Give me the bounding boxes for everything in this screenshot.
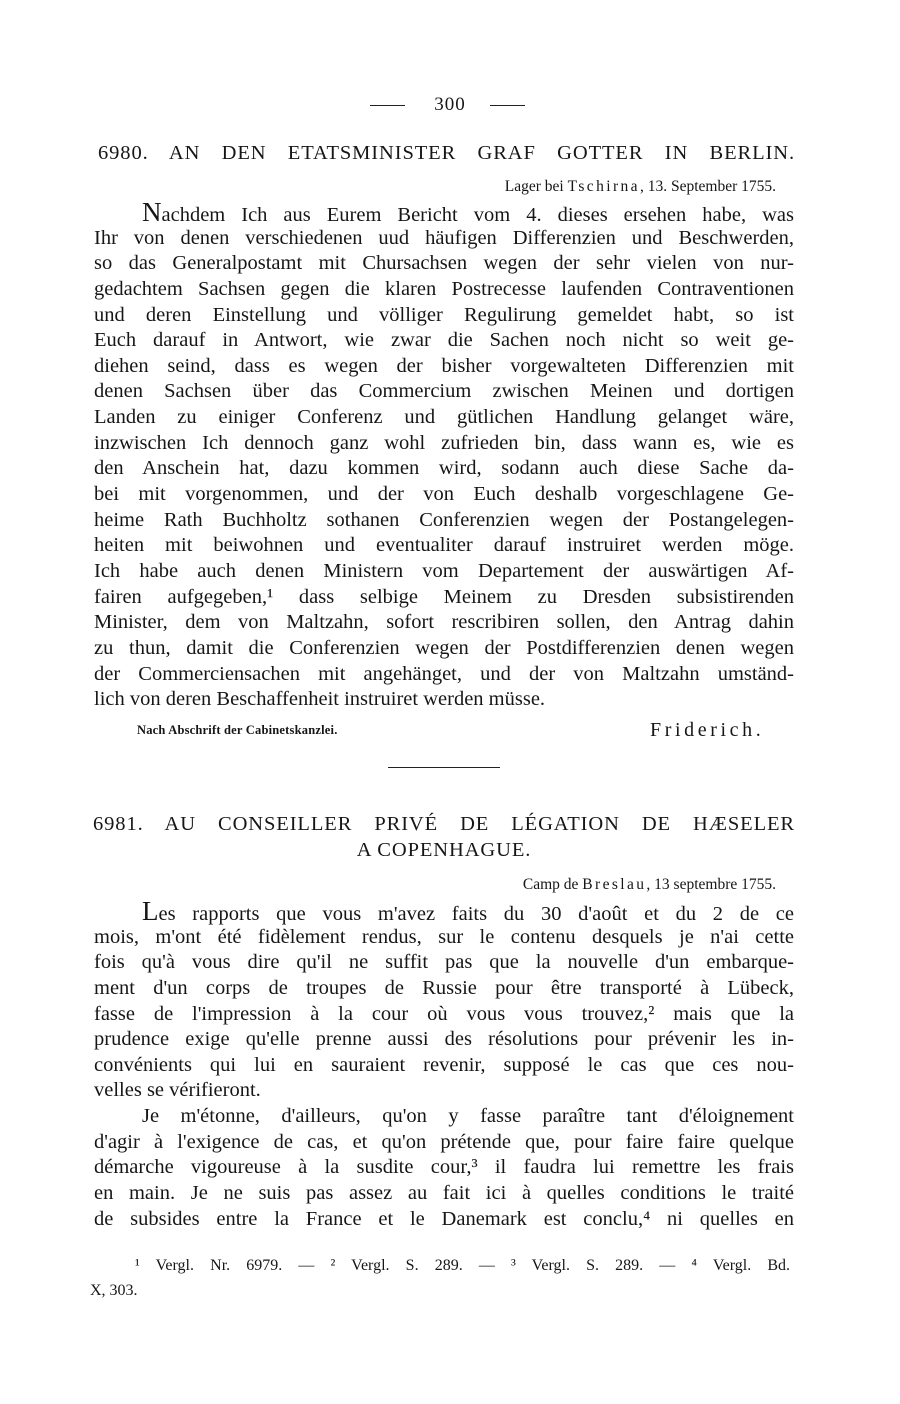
footnote-line: ¹ Vergl. Nr. 6979. — ² Vergl. S. 289. — ³ Vergl. S. 289. — ⁴ Vergl. Bd. [135, 1257, 790, 1274]
dateline [0, 177, 776, 197]
text-line: Ich habe auch denen Ministern vom Departement der auswärtigen Af- [94, 559, 794, 582]
letter-heading-text: AN DEN ETATSMINISTER GRAF GOTTER IN BERLIN. [168, 142, 795, 164]
text-line: convénients qui lui en sauraient revenir, supposé le cas que ces nou- [94, 1053, 794, 1076]
text-line: Minister, dem von Maltzahn, sofort rescribiren sollen, den Antrag dahin [94, 611, 794, 634]
letter-heading-text: AU CONSEILLER PRIVÉ DE LÉGATION DE HÆSELER [164, 813, 795, 835]
dateline-prefix: Lager bei [504, 178, 568, 195]
text-line: démarche vigoureuse à la susdite cour,³ il faudra lui remettre les frais [94, 1156, 794, 1179]
text-line: Je m'étonne, d'ailleurs, qu'on y fasse paraître tant d'éloignement [142, 1105, 794, 1128]
dateline-place: Tschirna [567, 178, 640, 195]
text-line: der Commerciensachen mit angehänget, und der von Maltzahn umständ- [94, 662, 794, 685]
text-line: en main. Je ne suis pas assez au fait ici à quelles conditions le traité [94, 1182, 794, 1205]
text-line: inzwischen Ich dennoch ganz wohl zufrieden bin, dass wann es, wie es [94, 431, 794, 454]
page-number-right-dash [490, 105, 525, 106]
paragraph [94, 197, 794, 713]
dateline-place: Breslau [582, 876, 647, 893]
text-line: fois qu'à vous dire qu'il ne suffit pas que la nouvelle d'un embarque- [94, 951, 794, 974]
footnote-line: X, 303. [90, 1282, 138, 1299]
text-line: den Anschein hat, dazu kommen wird, sodann auch diese Sache da- [94, 457, 794, 480]
letter-heading-line-2: A COPENHAGUE. [356, 839, 532, 861]
source-note: Nach Abschrift der Cabinetskanzlei. [137, 723, 338, 737]
text-line: Nachdem Ich aus Eurem Bericht vom 4. dieses ersehen habe, was [142, 197, 794, 227]
text-line: velles se vérifieront. [94, 1079, 261, 1102]
text-line: ment d'un corps de troupes de Russie pour être transporté à Lübeck, [94, 976, 794, 999]
text-line: Ihr von denen verschiedenen uud häufigen Differenzien und Beschwerden, [94, 226, 794, 249]
text-line: denen Sachsen über das Commercium zwischen Meinen und dortigen [94, 380, 794, 403]
text-line: zu thun, damit die Conferenzien wegen der Postdifferenzien denen wegen [94, 636, 794, 659]
text-line: so das Generalpostamt mit Chursachsen wegen der sehr vielen von nur- [94, 252, 794, 275]
paragraph [94, 1104, 794, 1232]
dateline-date: , 13. September 1755. [639, 178, 776, 195]
text-line: d'agir à l'exigence de cas, et qu'on prétende que, pour faire faire quelque [94, 1130, 794, 1153]
text-line: lich von deren Beschaffenheit instruiret werden müsse. [94, 688, 546, 711]
letter-body [94, 896, 794, 1232]
text-line: Euch darauf in Antwort, wie zwar die Sachen noch nicht so weit ge- [94, 329, 794, 352]
text-line: prudence exige qu'elle prenne aussi des résolutions pour prévenir les in- [94, 1028, 794, 1051]
letter-heading [98, 140, 795, 166]
text-line: gedachtem Sachsen gegen die klaren Postrecesse laufenden Contraventionen [94, 277, 794, 300]
text-line: und deren Einstellung und völliger Regulirung gemeldet habt, so ist [94, 303, 794, 326]
text-line: fairen aufgegeben,¹ dass selbige Meinem zu Dresden subsistirenden [94, 585, 794, 608]
section-divider [388, 767, 500, 768]
text-line: Landen zu einiger Conferenz und gütlichen Handlung gelanget wäre, [94, 406, 794, 429]
dateline [0, 875, 776, 895]
text-line: Les rapports que vous m'avez faits du 30 d'août et du 2 de ce [142, 896, 794, 926]
text-line: heiten mit beiwohnen und eventualiter darauf instruiret werden möge. [94, 534, 794, 557]
signature: Friderich. [650, 719, 765, 741]
paragraph [94, 896, 794, 1104]
text-line: bei mit vorgenommen, und der von Euch deshalb vorgeschlagene Ge- [94, 483, 794, 506]
page-number-left-dash [370, 105, 405, 106]
text-line: fasse de l'impression à la cour où vous vous trouvez,² mais que la [94, 1002, 794, 1025]
dateline-date: , 13 septembre 1755. [646, 876, 776, 893]
page-number: 300 [434, 94, 466, 115]
dateline-prefix: Camp de [522, 876, 583, 893]
text-line: mois, m'ont été fidèlement rendus, sur le contenu desquels je n'ai cette [94, 925, 794, 948]
text-line: diehen seind, dass es wegen der bisher vorgewalteten Differenzien mit [94, 354, 794, 377]
text-line: heime Rath Buchholtz sothanen Conferenzien wegen der Postangelegen- [94, 508, 794, 531]
letter-number: 6981. [93, 813, 144, 835]
letter-body [94, 197, 794, 713]
letter-number: 6980. [98, 142, 149, 164]
letter-heading [93, 811, 795, 837]
text-line: de subsides entre la France et le Danemark est conclu,⁴ ni quelles en [94, 1207, 794, 1230]
